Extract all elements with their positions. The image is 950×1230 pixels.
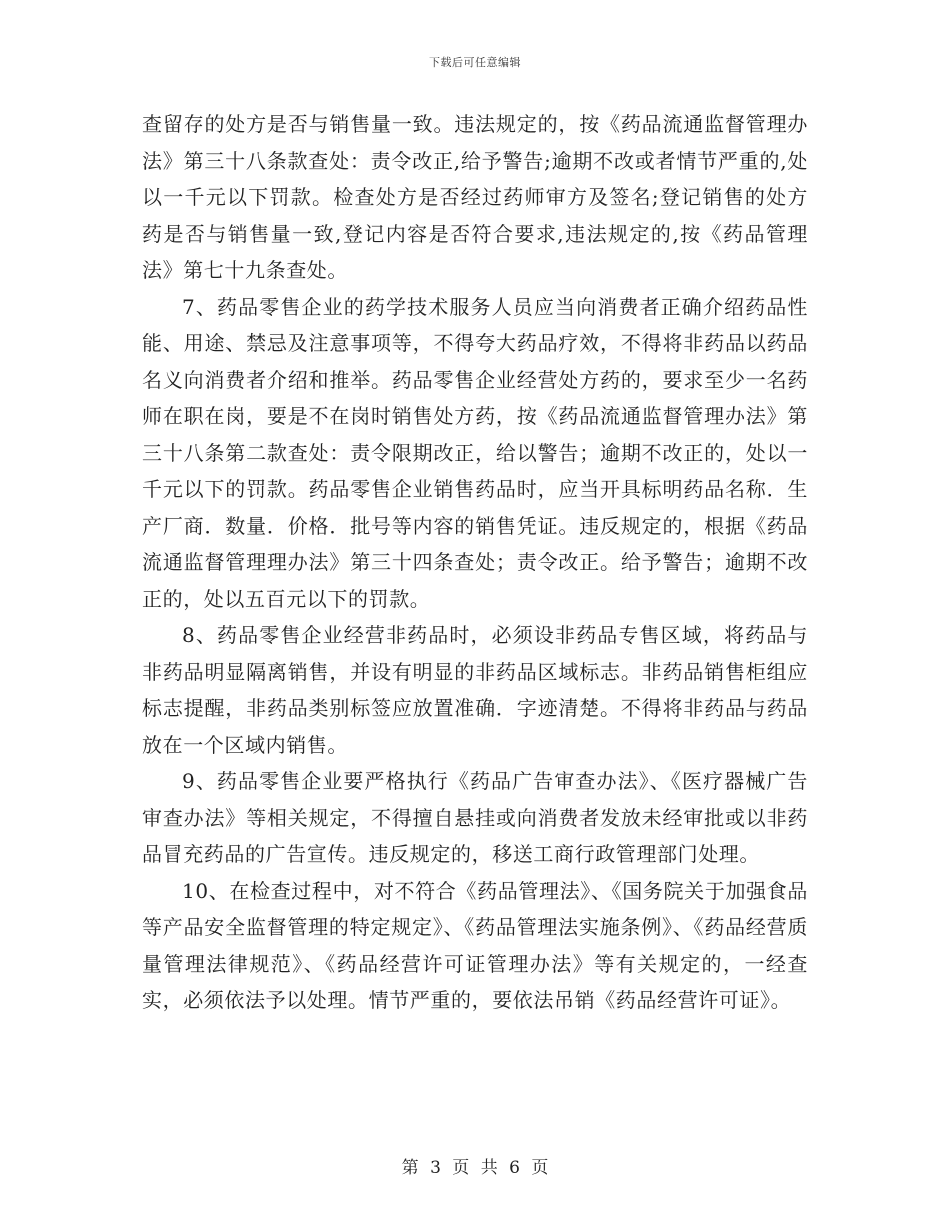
- paragraph-item-7: 7、药品零售企业的药学技术服务人员应当向消费者正确介绍药品性能、用途、禁忌及注意事项等，不得夸大药品疗效，不得将非药品以药品名义向消费者介绍和推举。药品零售企业经营处方药的，要求至少一名药师在职在岗，要是不在岗时销售处方药，按《药品流通监督管理办法》第三十八条第二款查处：责令限期改正，给以警告；逾期不改正的，处以一千元以下的罚款。药品零售企业销售药品时，应当开具标明药品名称．生产厂商．数量．价格．批号等内容的销售凭证。违反规定的，根据《药品流通监督管理理办法》第三十四条查处；责令改正。给予警告；逾期不改正的，处以五百元以下的罚款。: [142, 294, 808, 611]
- document-body: [142, 106, 808, 1019]
- page-number: 第 3 页 共 6 页: [401, 1158, 549, 1178]
- paragraph-item-8: 8、药品零售企业经营非药品时，必须设非药品专售区域，将药品与非药品明显隔离销售，并设有明显的非药品区域标志。非药品销售柜组应标志提醒，非药品类别标签应放置准确．字迹清楚。不得将非药品与药品放在一个区域内销售。: [142, 623, 808, 757]
- page-header: 下载后可任意编辑: [429, 56, 521, 69]
- paragraph-continued: 查留存的处方是否与销售量一致。违法规定的，按《药品流通监督管理办法》第三十八条款查处：责令改正,给予警告;逾期不改或者情节严重的,处以一千元以下罚款。检查处方是否经过药师审方及签名;登记销售的处方药是否与销售量一致,登记内容是否符合要求,违法规定的,按《药品管理法》第七十九条查处。: [142, 112, 808, 282]
- paragraph-item-9: 9、药品零售企业要严格执行《药品广告审查办法》、《医疗器械广告审查办法》等相关规定，不得擅自悬挂或向消费者发放未经审批或以非药品冒充药品的广告宣传。违反规定的，移送工商行政管理部门处理。: [142, 769, 808, 866]
- paragraph-item-10: 10、在检查过程中，对不符合《药品管理法》、《国务院关于加强食品等产品安全监督管理的特定规定》、《药品管理法实施条例》、《药品经营质量管理法律规范》、《药品经营许可证管理办法》等有关规定的，一经查实，必须依法予以处理。情节严重的，要依法吊销《药品经营许可证》。: [142, 878, 808, 1012]
